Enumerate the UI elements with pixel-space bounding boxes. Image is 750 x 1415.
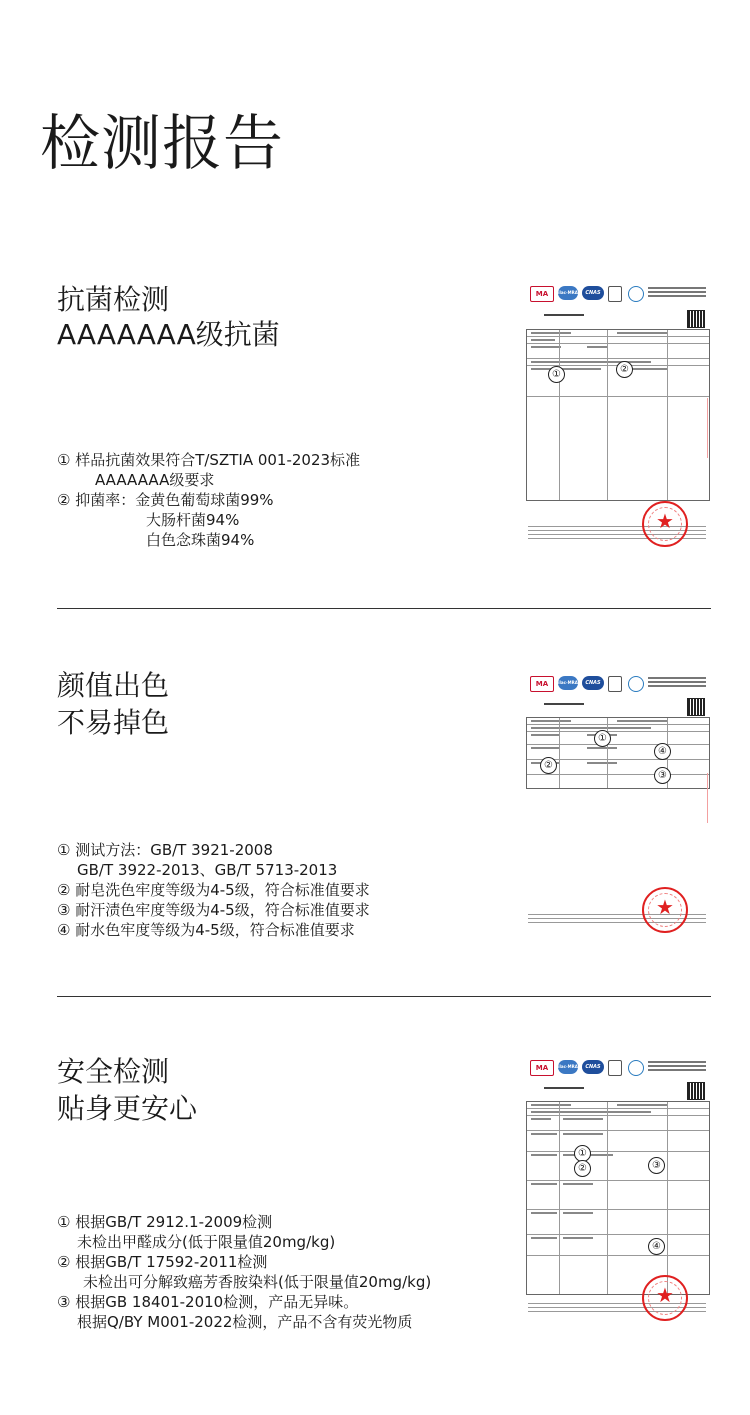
qr-code-icon xyxy=(688,311,704,327)
certification-logos xyxy=(530,1057,706,1079)
cnas-logo: CNAS xyxy=(582,286,604,300)
note-line: ② 抑菌率：金黄色葡萄球菌99% xyxy=(57,491,274,509)
official-seal-icon: ★ xyxy=(642,1275,688,1321)
ma-logo: MA xyxy=(530,1060,554,1076)
edge-mark xyxy=(707,398,708,458)
note-line: 未检出甲醛成分(低于限量值20mg/kg) xyxy=(77,1233,336,1251)
qr-code-icon xyxy=(688,699,704,715)
callout-marker-3: ③ xyxy=(648,1157,665,1174)
note-line: GB/T 3922-2013、GB/T 5713-2013 xyxy=(77,861,338,879)
note-line: 大肠杆菌94% xyxy=(146,511,240,529)
test-report-image xyxy=(524,1057,710,1327)
official-seal-icon: ★ xyxy=(642,887,688,933)
callout-marker-1: ① xyxy=(594,730,611,747)
note-line: 白色念珠菌94% xyxy=(146,531,255,549)
ilac-logo: ilac-MRA xyxy=(558,676,578,690)
note-line: ③ 根据GB 18401-2010检测，产品无异味。 xyxy=(57,1293,359,1311)
certification-logos xyxy=(530,673,706,695)
section-heading-line-2: AAAAAAA级抗菌 xyxy=(57,318,280,351)
cnas-logo: CNAS xyxy=(582,676,604,690)
ma-logo: MA xyxy=(530,676,554,692)
lab-seal-icon xyxy=(628,286,644,302)
note-line: ① 测试方法：GB/T 3921-2008 xyxy=(57,841,273,859)
cnas-logo: CNAS xyxy=(582,1060,604,1074)
report-table xyxy=(526,329,710,501)
report-title-line xyxy=(544,1087,584,1089)
report-table xyxy=(526,717,710,789)
edge-mark xyxy=(707,773,708,823)
callout-marker-3: ③ xyxy=(654,767,671,784)
note-line: AAAAAAA级要求 xyxy=(95,471,215,489)
official-seal-icon: ★ xyxy=(642,501,688,547)
callout-marker-2: ② xyxy=(540,757,557,774)
section-heading-line-1: 抗菌检测 xyxy=(57,283,170,316)
section-notes xyxy=(57,1212,497,1332)
qr-code-icon xyxy=(688,1083,704,1099)
note-line: 未检出可分解致癌芳香胺染料(低于限量值20mg/kg) xyxy=(83,1273,432,1291)
ilac-logo: ilac-MRA xyxy=(558,1060,578,1074)
note-line: ② 耐皂洗色牢度等级为4-5级，符合标准值要求 xyxy=(57,881,370,899)
section-heading-line-2: 贴身更安心 xyxy=(57,1092,198,1125)
page-title: 检测报告 xyxy=(40,109,284,179)
note-line: ① 样品抗菌效果符合T/SZTIA 001-2023标准 xyxy=(57,451,361,469)
lab-name-lines xyxy=(648,677,706,689)
callout-marker-2: ② xyxy=(574,1160,591,1177)
report-title-line xyxy=(544,703,584,705)
certification-logos xyxy=(530,283,706,305)
report-table xyxy=(526,1101,710,1295)
note-line: ① 根据GB/T 2912.1-2009检测 xyxy=(57,1213,273,1231)
lab-seal-icon xyxy=(628,676,644,692)
qr-mark-icon xyxy=(608,286,622,302)
section-heading-line-2: 不易掉色 xyxy=(57,706,170,739)
qr-mark-icon xyxy=(608,676,622,692)
section-heading-line-1: 颜值出色 xyxy=(57,669,170,702)
qr-mark-icon xyxy=(608,1060,622,1076)
section-divider xyxy=(57,608,711,609)
callout-marker-2: ② xyxy=(616,361,633,378)
lab-seal-icon xyxy=(628,1060,644,1076)
section-heading-line-1: 安全检测 xyxy=(57,1055,170,1088)
note-line: ③ 耐汗渍色牢度等级为4-5级，符合标准值要求 xyxy=(57,901,370,919)
callout-marker-4: ④ xyxy=(654,743,671,760)
ilac-logo: ilac-MRA xyxy=(558,286,578,300)
callout-marker-1: ① xyxy=(548,366,565,383)
test-report-image xyxy=(524,673,710,935)
section-notes xyxy=(57,840,497,940)
lab-name-lines xyxy=(648,287,706,299)
report-title-line xyxy=(544,314,584,316)
ma-logo: MA xyxy=(530,286,554,302)
lab-name-lines xyxy=(648,1061,706,1073)
section-notes xyxy=(57,450,497,550)
note-line: ④ 耐水色牢度等级为4-5级，符合标准值要求 xyxy=(57,921,355,939)
section-divider xyxy=(57,996,711,997)
note-line: ② 根据GB/T 17592-2011检测 xyxy=(57,1253,268,1271)
callout-marker-1: ① xyxy=(574,1145,591,1162)
test-report-image xyxy=(524,283,710,548)
callout-marker-4: ④ xyxy=(648,1238,665,1255)
note-line: 根据Q/BY M001-2022检测，产品不含有荧光物质 xyxy=(77,1313,413,1331)
